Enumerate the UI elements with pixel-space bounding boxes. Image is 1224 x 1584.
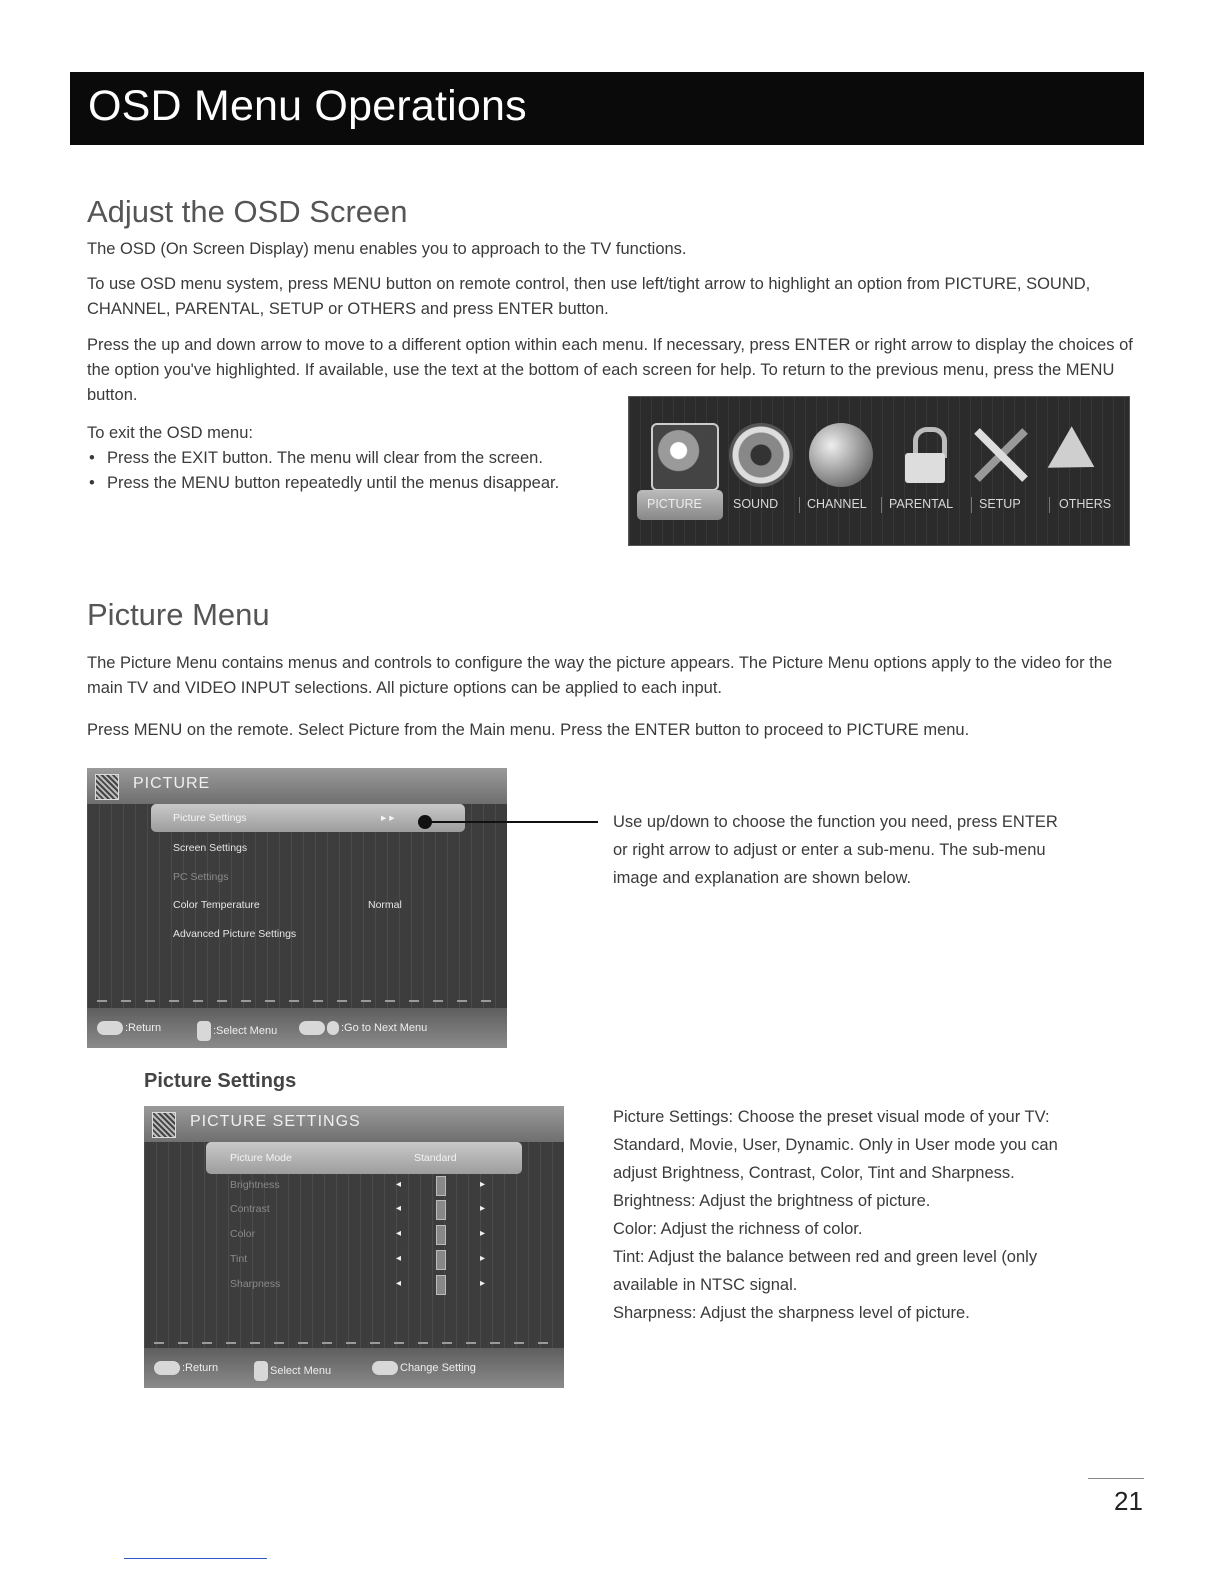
picture-mode-label[interactable]: Picture Mode <box>230 1152 292 1164</box>
osd-title: PICTURE SETTINGS <box>190 1113 361 1130</box>
setting-row-sharpness[interactable]: Sharpness <box>230 1278 281 1290</box>
footer-return: :Return <box>97 1021 161 1035</box>
menu-row-screen-settings[interactable]: Screen Settings <box>173 842 248 854</box>
speaker-icon <box>729 423 793 487</box>
right-key-icon <box>327 1021 339 1035</box>
divider <box>881 497 882 513</box>
chevron-left-icon[interactable]: ◂ <box>396 1228 402 1239</box>
main-menu-screenshot <box>628 396 1130 546</box>
arrow-icon <box>1049 423 1113 487</box>
menu-key-icon <box>97 1021 123 1035</box>
description-line: Tint: Adjust the balance between red and green level (only <box>613 1248 1038 1266</box>
osd-header <box>144 1106 564 1142</box>
chevron-right-icon[interactable]: ▸ <box>480 1179 486 1190</box>
osd-header <box>87 768 507 804</box>
footer-select-menu: Select Menu <box>254 1361 331 1381</box>
picture-paragraph-1: The Picture Menu contains menus and controls to configure the way the picture appears. The Picture Menu options apply to the video for the main TV and VIDEO INPUT selections. All picture options can be applied to each input. <box>87 654 1113 697</box>
lock-icon <box>895 423 959 487</box>
setting-row-color[interactable]: Color <box>230 1228 256 1240</box>
menu-item-parental[interactable]: PARENTAL <box>889 497 954 511</box>
chevron-right-icon[interactable]: ▸ <box>480 1228 486 1239</box>
list-item: • Press the MENU button repeatedly until the menus disappear. <box>87 471 559 496</box>
divider <box>124 1558 267 1559</box>
menu-item-others[interactable]: OTHERS <box>1059 497 1112 511</box>
picture-icon <box>95 774 119 800</box>
chevron-right-icon[interactable]: ▸ <box>480 1203 486 1214</box>
chevron-right-icon[interactable]: ▸ <box>480 1278 486 1289</box>
menu-item-picture[interactable]: PICTURE <box>647 497 702 511</box>
menu-row-pc-settings[interactable]: PC Settings <box>173 871 229 883</box>
slider-thumb[interactable] <box>436 1275 446 1295</box>
globe-icon <box>809 423 873 487</box>
slider-thumb[interactable] <box>436 1250 446 1270</box>
osd-footer <box>87 1008 507 1048</box>
section-heading-picture-menu: Picture Menu <box>87 597 270 632</box>
footer-select-menu: :Select Menu <box>197 1021 277 1041</box>
header-bar <box>70 72 1144 145</box>
divider <box>799 497 800 513</box>
description-line: Sharpness: Adjust the sharpness level of picture. <box>613 1304 970 1322</box>
chevron-left-icon[interactable]: ◂ <box>396 1179 402 1190</box>
adjust-paragraph-3: Press the up and down arrow to move to a different option within each menu. If necessary, press ENTER or right arrow to display the choices of the option you've highlighted. If available, use the text at the bottom of each screen for help. To return to the previous menu, press the MENU button. <box>87 336 1133 404</box>
footer-change-setting: Change Setting <box>372 1361 476 1375</box>
page-number: 21 <box>1114 1486 1143 1516</box>
tools-icon <box>969 423 1033 487</box>
picture-mode-value: Standard <box>414 1152 457 1164</box>
divider <box>971 497 972 513</box>
footer-return: :Return <box>154 1361 218 1375</box>
menu-item-setup[interactable]: SETUP <box>979 497 1021 511</box>
menu-key-icon <box>154 1361 180 1375</box>
exit-intro: To exit the OSD menu: <box>87 424 253 442</box>
exit-steps-list <box>87 446 559 496</box>
callout-line <box>426 821 598 823</box>
divider <box>97 1000 497 1002</box>
menu-row-advanced-picture-settings[interactable]: Advanced Picture Settings <box>173 928 297 940</box>
picture-menu-screenshot <box>87 768 507 1048</box>
leftright-key-icon <box>372 1361 398 1375</box>
color-temperature-value: Normal <box>368 899 402 911</box>
osd-title: PICTURE <box>133 775 211 792</box>
description-line: Brightness: Adjust the brightness of picture. <box>613 1192 931 1210</box>
menu-row-picture-settings[interactable]: Picture Settings <box>173 812 247 824</box>
section-heading-adjust: Adjust the OSD Screen <box>87 194 408 229</box>
list-item: • Press the EXIT button. The menu will clear from the screen. <box>87 446 559 471</box>
chevron-left-icon[interactable]: ◂ <box>396 1253 402 1264</box>
menu-item-channel[interactable]: CHANNEL <box>807 497 867 511</box>
slider-thumb[interactable] <box>436 1176 446 1196</box>
picture-paragraph-2: Press MENU on the remote. Select Picture from the Main menu. Press the ENTER button to proceed to PICTURE menu. <box>87 721 970 739</box>
setting-row-tint[interactable]: Tint <box>230 1253 248 1265</box>
slider-thumb[interactable] <box>436 1200 446 1220</box>
description-line: Color: Adjust the richness of color. <box>613 1220 863 1238</box>
page-title: OSD Menu Operations <box>88 82 527 130</box>
divider <box>154 1342 554 1344</box>
callout-text: Use up/down to choose the function you need, press ENTER or right arrow to adjust or enter a sub-menu. The sub-menu image and explanation are shown below. <box>613 813 1058 887</box>
adjust-paragraph-2: To use OSD menu system, press MENU button on remote control, then use left/tight arrow to highlight an option from PICTURE, SOUND, CHANNEL, PARENTAL, SETUP or OTHERS and press ENTER button. <box>87 275 1091 318</box>
picture-icon <box>651 423 719 491</box>
setting-row-brightness[interactable]: Brightness <box>230 1179 280 1191</box>
description-line: available in NTSC signal. <box>613 1276 798 1294</box>
picture-settings-screenshot <box>144 1106 564 1388</box>
slider-thumb[interactable] <box>436 1225 446 1245</box>
picture-settings-description <box>613 1103 1133 1327</box>
description-line: Picture Settings: Choose the preset visual mode of your TV: <box>613 1108 1050 1126</box>
adjust-paragraph-1: The OSD (On Screen Display) menu enables you to approach to the TV functions. <box>87 240 687 258</box>
description-line: Standard, Movie, User, Dynamic. Only in User mode you can <box>613 1136 1058 1154</box>
chevron-right-icon: ▸ ▸ <box>381 812 395 824</box>
picture-icon <box>152 1112 176 1138</box>
chevron-left-icon[interactable]: ◂ <box>396 1203 402 1214</box>
divider <box>1049 497 1050 513</box>
footer-next-menu: :Go to Next Menu <box>299 1021 427 1035</box>
menu-row-color-temperature[interactable]: Color Temperature <box>173 899 260 911</box>
menu-item-sound[interactable]: SOUND <box>733 497 779 511</box>
chevron-right-icon[interactable]: ▸ <box>480 1253 486 1264</box>
updown-key-icon <box>254 1361 268 1381</box>
osd-footer <box>144 1348 564 1388</box>
chevron-left-icon[interactable]: ◂ <box>396 1278 402 1289</box>
divider <box>1088 1478 1144 1479</box>
enter-key-icon <box>299 1021 325 1035</box>
subsection-heading-picture-settings: Picture Settings <box>144 1070 297 1092</box>
description-line: adjust Brightness, Contrast, Color, Tint and Sharpness. <box>613 1164 1015 1182</box>
updown-key-icon <box>197 1021 211 1041</box>
setting-row-contrast[interactable]: Contrast <box>230 1203 270 1215</box>
